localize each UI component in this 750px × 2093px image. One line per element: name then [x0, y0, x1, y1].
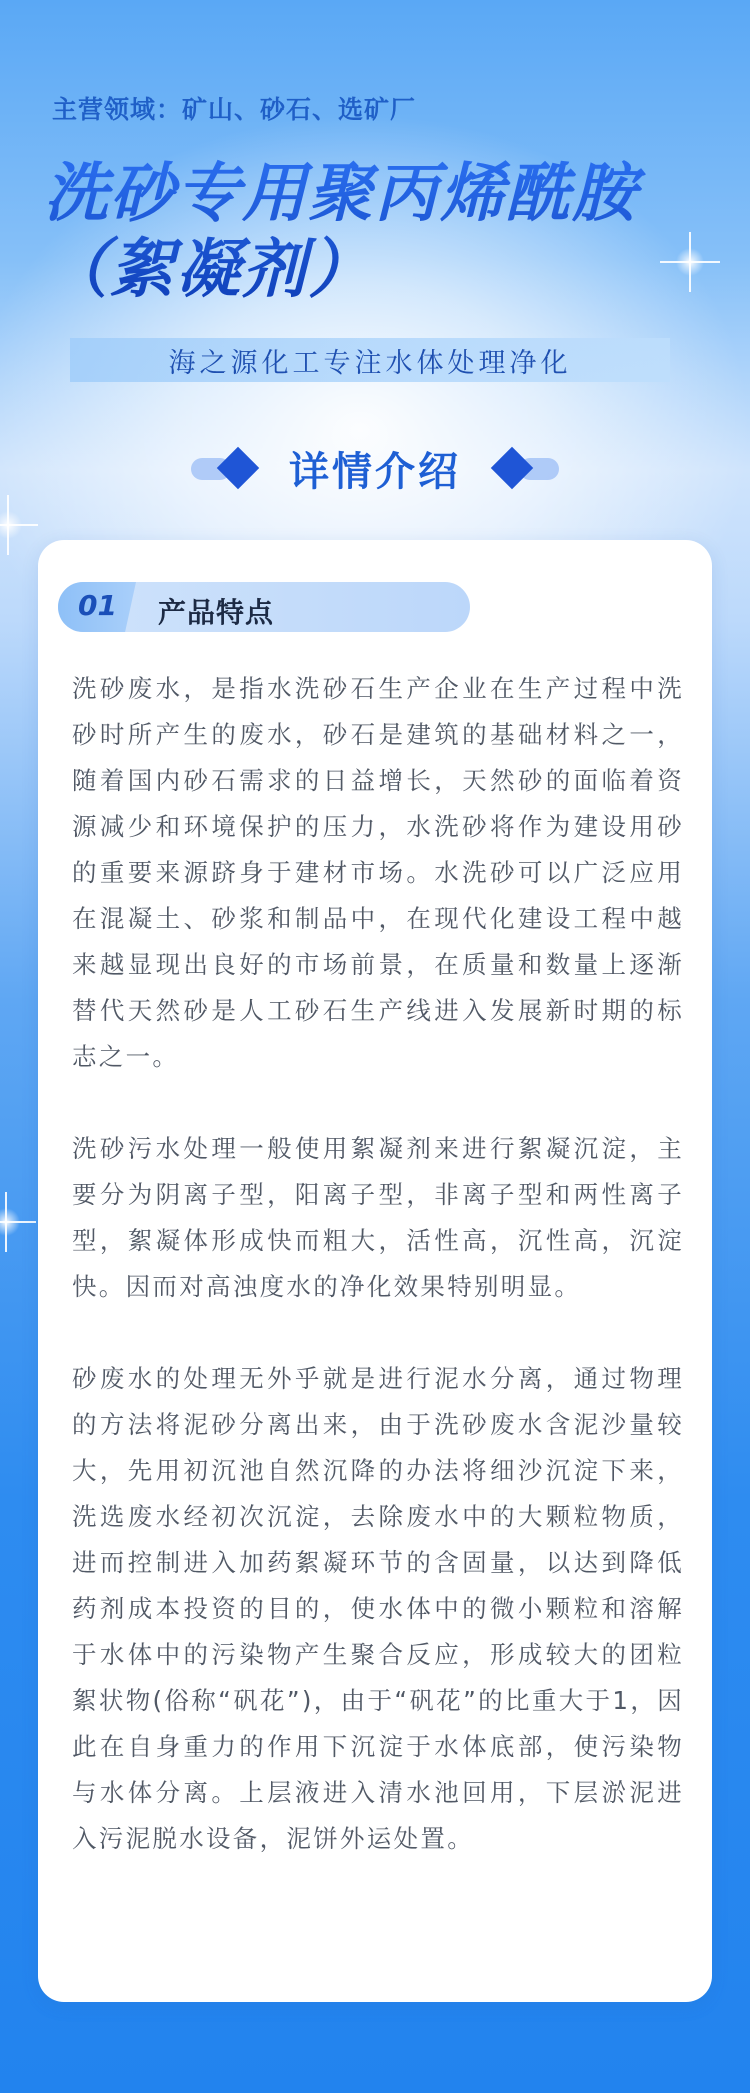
- card-body: [72, 666, 684, 1862]
- paragraph: 洗砂废水，是指水洗砂石生产企业在生产过程中洗砂时所产生的废水，砂石是建筑的基础材料之一，随着国内砂石需求的日益增长，天然砂的面临着资源减少和环境保护的压力，水洗砂将作为建设用砂的重要来源跻身于建材市场。水洗砂可以广泛应用在混凝土、砂浆和制品中，在现代化建设工程中越来越显现出良好的市场前景，在质量和数量上逐渐替代天然砂是人工砂石生产线进入发展新时期的标志之一。: [72, 674, 684, 1071]
- sparkle-icon: [0, 495, 38, 555]
- subtitle-banner: [70, 338, 670, 382]
- card-heading: 产品特点: [158, 596, 275, 629]
- diamond-icon: [491, 448, 551, 488]
- card-number: 01: [78, 589, 117, 622]
- page-title: 洗砂专用聚丙烯酰胺（絮凝剂）: [44, 156, 724, 308]
- domain-label: 主营领域：矿山、砂石、选矿厂: [52, 95, 417, 124]
- section-header: [0, 438, 750, 498]
- section-title: 详情介绍: [289, 448, 461, 495]
- content-card: [38, 540, 712, 2002]
- card-heading-pill: [58, 582, 470, 632]
- subtitle-text: 海之源化工专注水体处理净化: [168, 347, 572, 379]
- sparkle-icon: [0, 1192, 36, 1252]
- diamond-icon: [199, 448, 259, 488]
- paragraph: 砂废水的处理无外乎就是进行泥水分离，通过物理的方法将泥砂分离出来，由于洗砂废水含泥沙量较大，先用初沉池自然沉降的办法将细沙沉淀下来，洗选废水经初次沉淀，去除废水中的大颗粒物质，进而控制进入加药絮凝环节的含固量，以达到降低药剂成本投资的目的，使水体中的微小颗粒和溶解于水体中的污染物产生聚合反应，形成较大的团粒絮状物(俗称“矾花”)，由于“矾花”的比重大于1，因此在自身重力的作用下沉淀于水体底部，使污染物与水体分离。上层液进入清水池回用，下层淤泥进入污泥脱水设备，泥饼外运处置。: [72, 1364, 684, 1853]
- paragraph: 洗砂污水处理一般使用絮凝剂来进行絮凝沉淀，主要分为阴离子型，阳离子型，非离子型和两性离子型，絮凝体形成快而粗大，活性高，沉性高，沉淀快。因而对高浊度水的净化效果特别明显。: [72, 1134, 684, 1301]
